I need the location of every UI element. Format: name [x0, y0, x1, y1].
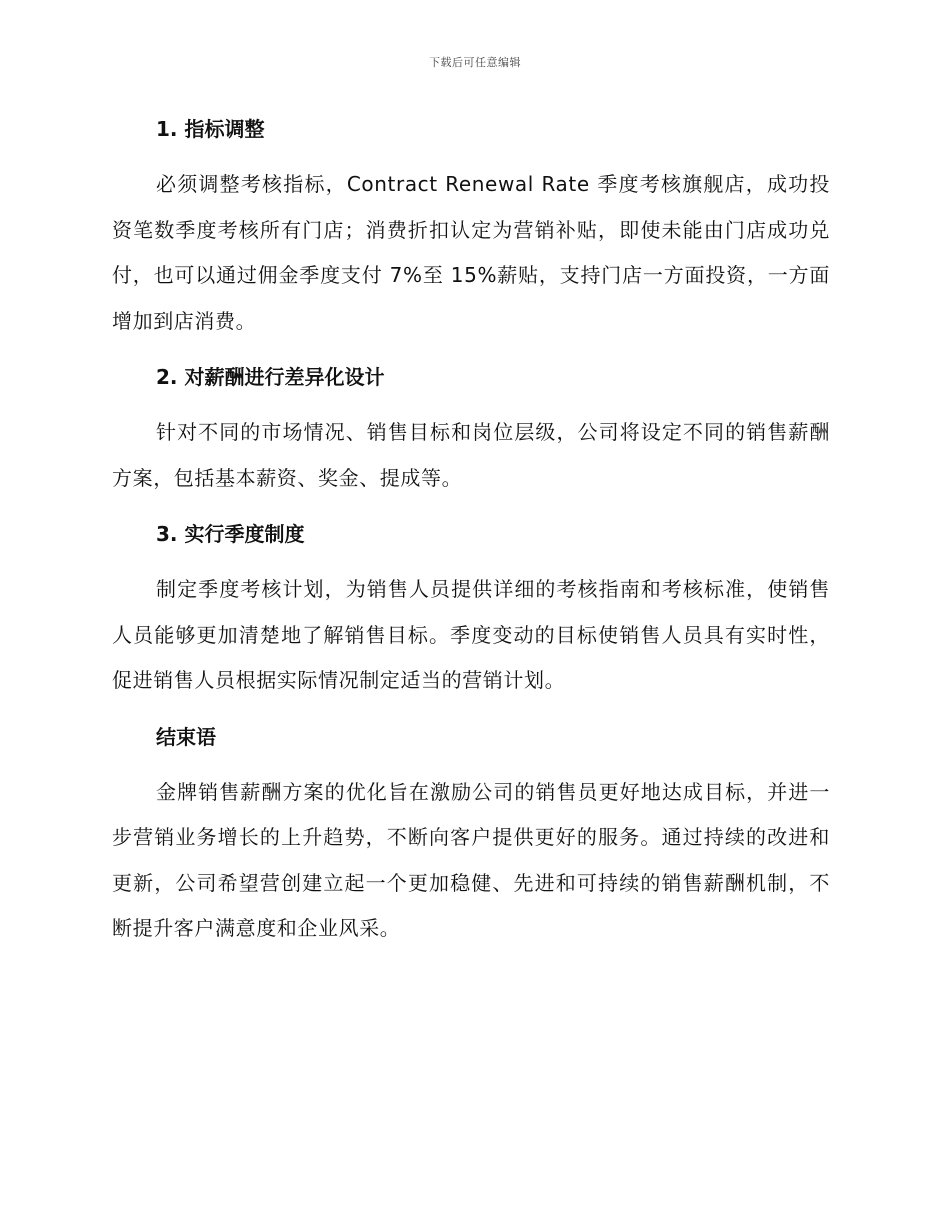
section-paragraph-differentiated-pay: 针对不同的市场情况、销售目标和岗位层级，公司将设定不同的销售薪酬方案，包括基本薪资、奖金、提成等。 — [112, 420, 830, 490]
section-heading-indicator-adjustment: 1. 指标调整 — [156, 117, 265, 141]
section-paragraph-quarterly-system: 制定季度考核计划，为销售人员提供详细的考核指南和考核标准，使销售人员能够更加清楚地了解销售目标。季度变动的目标使销售人员具有实时性，促进销售人员根据实际情况制定适当的营销计划。 — [112, 577, 830, 692]
section-heading-conclusion: 结束语 — [156, 724, 216, 749]
section-paragraph-indicator-adjustment: 必须调整考核指标，Contract Renewal Rate 季度考核旗舰店，成功投资笔数季度考核所有门店；消费折扣认定为营销补贴，即使未能由门店成功兑付，也可以通过佣金季度支付 7%至 15%薪贴，支持门店一方面投资，一方面增加到店消费。 — [112, 172, 830, 333]
section-paragraph-conclusion: 金牌销售薪酬方案的优化旨在激励公司的销售员更好地达成目标，并进一步营销业务增长的上升趋势，不断向客户提供更好的服务。通过持续的改进和更新，公司希望营创建立起一个更加稳健、先进和可持续的销售薪酬机制，不断提升客户满意度和企业风采。 — [112, 779, 830, 940]
section-heading-quarterly-system: 3. 实行季度制度 — [156, 522, 305, 546]
document-body — [112, 112, 830, 952]
section-heading-differentiated-pay: 2. 对薪酬进行差异化设计 — [156, 365, 385, 389]
page-header-watermark: 下载后可任意编辑 — [429, 56, 521, 69]
